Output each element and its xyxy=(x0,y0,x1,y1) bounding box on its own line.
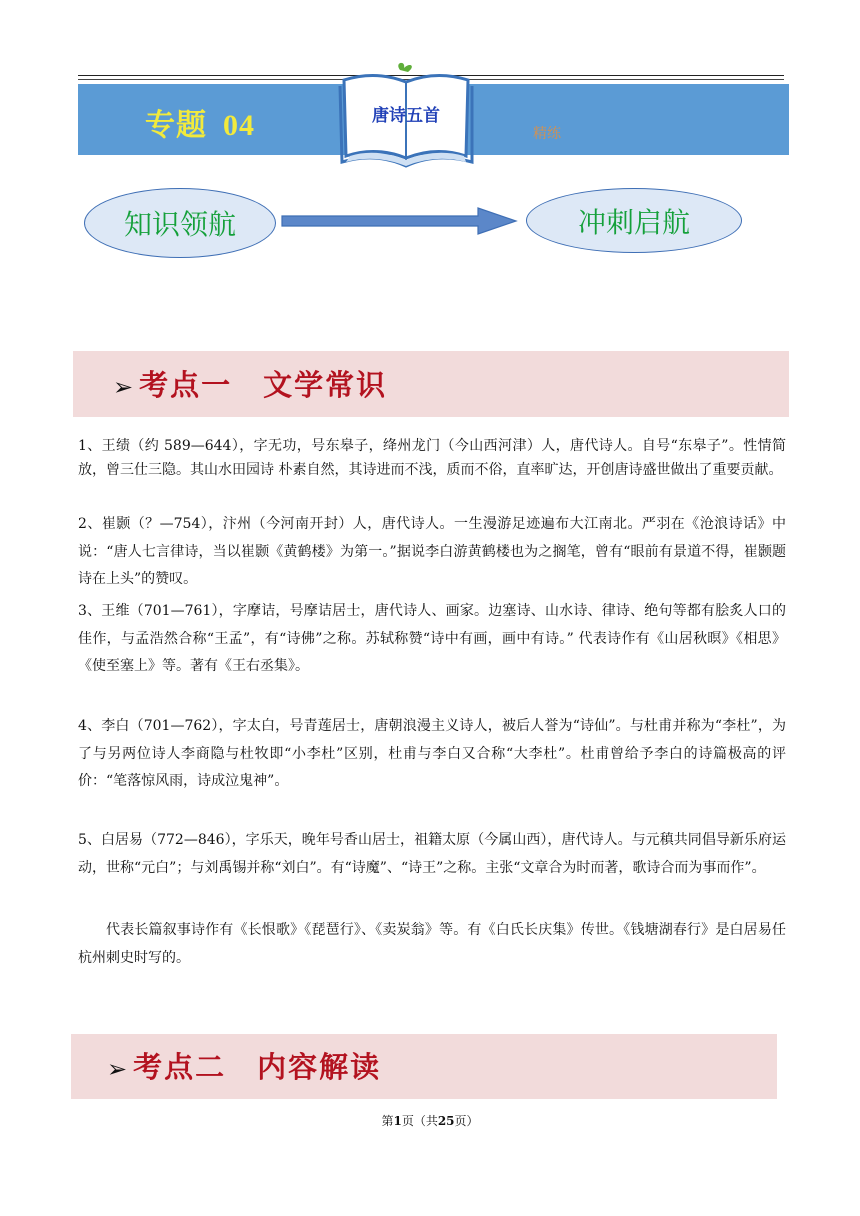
paragraph-wang-ji: 1、王绩（约 589—644），字无功，号东皋子，绛州龙门（今山西河津）人，唐代诗人。自号“东皋子”。性情简放，曾三仕三隐。其山水田园诗 朴素自然，其诗进而不浅，质而不俗，直率旷达，开创唐诗盛世做出了重要贡献。 xyxy=(78,438,786,478)
section-one-banner xyxy=(73,351,789,417)
footer-middle: 页（共 xyxy=(401,1114,438,1128)
topic-heading xyxy=(145,100,255,144)
paragraph-wang-wei: 3、王维（701—761），字摩诘，号摩诘居士，唐代诗人、画家。边塞诗、山水诗、律诗、绝句等都有脍炙人口的佳作，与孟浩然合称“王孟”，有“诗佛”之称。苏轼称赞“诗中有画，画中有诗。” 代表诗作有《山居秋暝》《相思》《使至塞上》等。著有《王右丞集》。 xyxy=(78,603,786,674)
nav-knowledge-label: 知识领航 xyxy=(123,208,236,241)
section-one-heading xyxy=(113,363,387,404)
nav-sprint-oval xyxy=(526,188,742,253)
page-footer xyxy=(0,1112,860,1129)
section-two-title: 考点二 内容解读 xyxy=(133,1050,382,1084)
footer-prefix: 第 xyxy=(381,1114,394,1128)
nav-sprint-label: 冲刺启航 xyxy=(577,205,690,239)
triangle-bullet-icon: ➢ xyxy=(107,1055,130,1083)
topic-number: 04 xyxy=(223,109,255,142)
section-one-title: 考点一 文学常识 xyxy=(139,368,388,402)
footer-page-number: 1 xyxy=(393,1114,402,1128)
nav-knowledge-oval xyxy=(84,188,276,258)
right-arrow-icon xyxy=(280,206,520,236)
footer-total-pages: 25 xyxy=(437,1114,455,1128)
book-title: 唐诗五首 xyxy=(372,106,440,126)
paragraph-bai-juyi-works: 代表长篇叙事诗作有《长恨歌》《琵琶行》、《卖炭翁》等。有《白氏长庆集》传世。《钱塘湖春行》是白居易任杭州刺史时写的。 xyxy=(78,922,786,966)
paragraph-li-bai: 4、李白（701—762），字太白，号青莲居士，唐朝浪漫主义诗人，被后人誉为“诗仙”。与杜甫并称为“李杜”，为了与另两位诗人李商隐与杜牧即“小李杜”区别，杜甫与李白又合称“大李杜”。杜甫曾给予李白的诗篇极高的评价：“笔落惊风雨，诗成泣鬼神”。 xyxy=(78,718,786,789)
paragraph-cui-hao: 2、崔颢（？—754），汴州（今河南开封）人，唐代诗人。一生漫游足迹遍布大江南北。严羽在《沧浪诗话》中说：“唐人七言律诗，当以崔颢《黄鹤楼》为第一。”据说李白游黄鹤楼也为之搁笔，曾有“眼前有景道不得，崔颢题诗在上头”的赞叹。 xyxy=(78,516,786,587)
triangle-bullet-icon: ➢ xyxy=(113,373,136,401)
section-two-banner xyxy=(71,1034,777,1099)
section-two-heading xyxy=(107,1045,381,1086)
footer-suffix: 页） xyxy=(454,1114,479,1128)
banner-subtitle: 精练 xyxy=(533,126,561,142)
topic-label: 专题 xyxy=(145,108,207,143)
paragraph-bai-juyi: 5、白居易（772—846），字乐天，晚年号香山居士，祖籍太原（今属山西），唐代诗人。与元稹共同倡导新乐府运动，世称“元白”；与刘禹锡并称“刘白”。有“诗魔”、“诗王”之称。主张“文章合为时而著，歌诗合而为事而作”。 xyxy=(78,832,786,876)
